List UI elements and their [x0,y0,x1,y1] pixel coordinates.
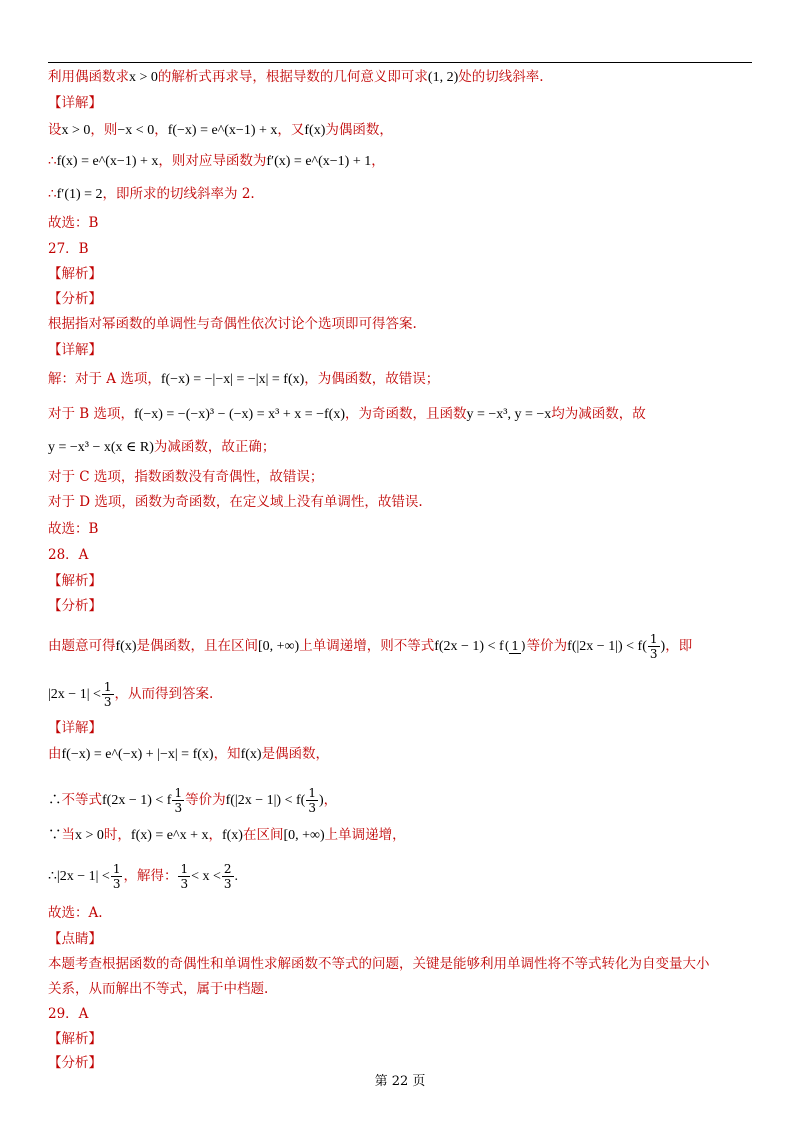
text-line-27: ∴|2x − 1| < $\frac{1}{3}$ ，解得： $\frac{1}{3}$ < x < $\frac{2}{3}$ . [48,862,239,891]
text-line-13: 对于 B 选项，f(−x) = −(−x)³ − (−x) = x³ + x = −f(x)，为奇函数，且函数y = −x³, y = −x均为减函数，故 [48,406,646,422]
answer-line: 故选：A. [48,905,103,921]
text-line-16: 对于 D 选项，函数为奇函数，在定义域上没有单调性，故错误. [48,494,423,510]
text-line-3: 设x > 0，则−x < 0，f(−x) = e^(x−1) + x，又f(x)为偶函数， [48,122,393,138]
fraction-one-third: $\frac{1}{3}$ [112,862,121,891]
text-line-15: 对于 C 选项，指数函数没有奇偶性，故错误； [48,469,324,485]
answer-line: 故选：B [48,215,99,231]
text-line-5: ∴f′(1) = 2，即所求的切线斜率为 2. [48,186,255,202]
text-line-10: 根据指对幂函数的单调性与奇偶性依次讨论个选项即可得答案. [48,316,417,332]
fraction-one-third: ( 1 ) [504,639,526,653]
section-heading: 【解析】 [48,1031,102,1047]
header-rule [48,62,752,63]
page-number: 第 22 页 [374,1074,426,1089]
section-heading: 【分析】 [48,291,102,307]
text-line-4: ∴f(x) = e^(x−1) + x，则对应导函数为f′(x) = e^(x−1) + 1， [48,153,385,169]
text-line-1: 利用偶函数求x > 0的解析式再求导，根据导数的几何意义即可求(1, 2)处的切线斜率. [48,69,544,85]
section-heading: 【分析】 [48,598,102,614]
fraction-one-third: $\frac{1}{3}$ [180,862,189,891]
fraction-two-thirds: $\frac{2}{3}$ [223,862,232,891]
section-heading: 【详解】 [48,720,102,736]
section-heading: 【分析】 [48,1055,102,1071]
text-line-22: |2x − 1| < $\frac{1}{3}$ ，从而得到答案. [48,680,214,709]
text-line-25: ∴不等式f(2x − 1) < f $\frac{1}{3}$ 等价为f(|2x − 1|) < f( $\frac{1}{3}$ )， [48,786,338,815]
text-line-14: y = −x³ − x(x ∈ R)为减函数，故正确； [48,439,276,455]
text-line-21: 由题意可得f(x)是偶函数，且在区间[0, +∞)上单调递增，则不等式f(2x − 1) < f( 1 )等价为f(|2x − 1|) < f( $\frac{1}{3}$ )，即 [48,632,693,661]
text-line-30: 本题考查根据函数的奇偶性和单调性求解函数不等式的问题，关键是能够利用单调性将不等式转化为自变量大小 [48,956,710,972]
answer-line: 故选：B [48,521,99,537]
fraction-one-third: $\frac{1}{3}$ [649,632,658,661]
section-heading: 【解析】 [48,266,102,282]
text-line-26: ∵当x > 0时，f(x) = e^x + x，f(x)在区间[0, +∞)上单调递增， [48,827,406,843]
text-line-24: 由f(−x) = e^(−x) + |−x| = f(x)，知f(x)是偶函数， [48,746,330,762]
question-number-27: 27．B [48,241,89,257]
section-heading: 【详解】 [48,95,102,111]
fraction-one-third: $\frac{1}{3}$ [174,786,183,815]
section-heading: 【解析】 [48,573,102,589]
fraction-one-third: $\frac{1}{3}$ [103,680,112,709]
text-line-31: 关系，从而解出不等式，属于中档题. [48,981,269,997]
fraction-one-third: $\frac{1}{3}$ [308,786,316,815]
text-line-12: 解：对于 A 选项，f(−x) = −|−x| = −|x| = f(x)，为偶函数，故错误； [48,371,440,387]
section-heading: 【点睛】 [48,931,102,947]
question-number-29: 29．A [48,1006,89,1022]
question-number-28: 28．A [48,547,89,563]
section-heading: 【详解】 [48,342,102,358]
